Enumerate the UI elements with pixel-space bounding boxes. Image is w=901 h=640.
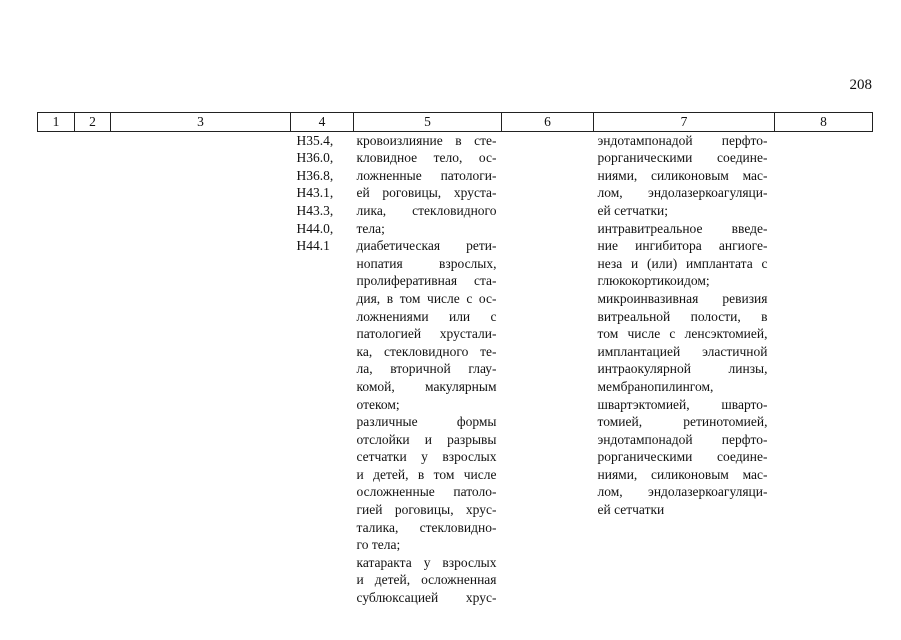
text-line: имплантацией эластичной [597, 343, 768, 359]
cell-col-1 [38, 131, 75, 607]
text-line: патологией хрустали- [356, 326, 497, 342]
text-line: отслойки и разрывы [356, 431, 497, 447]
text-line: ей сетчатки; [597, 202, 669, 218]
header-cell-5: 5 [354, 113, 502, 132]
text-line: сетчатки у взрослых [356, 449, 497, 465]
cell-col-8 [775, 131, 873, 607]
header-cell-8: 8 [775, 113, 873, 132]
text-line: пролиферативная ста- [356, 273, 497, 289]
text-line: лика, стекловидного [356, 202, 497, 218]
text-line: ложненные патологи- [356, 167, 497, 183]
text-line: и детей, в том числе [356, 466, 497, 482]
text-line: лом, эндолазеркоагуляци- [597, 185, 768, 201]
text-line: эндотампонадой перфто- [597, 132, 768, 148]
text-line: го тела; [356, 537, 401, 553]
text-line: ей роговицы, хруста- [356, 185, 497, 201]
header-cell-2: 2 [75, 113, 111, 132]
text-line: ка, стекловидного те- [356, 343, 497, 359]
header-cell-7: 7 [594, 113, 775, 132]
text-line: различные формы [356, 414, 497, 430]
text-line: катаракта у взрослых [356, 554, 497, 570]
header-cell-3: 3 [111, 113, 291, 132]
text-line: ниями, силиконовым мас- [597, 167, 768, 183]
text-line: дия, в том числе с ос- [356, 290, 497, 306]
text-line: интравитреальное введе- [597, 220, 768, 236]
text-line: талика, стекловидно- [356, 519, 497, 535]
text-line: и детей, осложненная [356, 572, 497, 588]
text-line: интраокулярной линзы, [597, 361, 768, 377]
diagnosis-code: Н36.8, [296, 167, 334, 183]
text-line: томией, ретинотомией, [597, 414, 768, 430]
diagnosis-code: Н44.0, [296, 220, 334, 236]
cell-col-6 [502, 131, 594, 607]
text-line: диабетическая рети- [356, 238, 497, 254]
text-line: рорганическими соедине- [597, 150, 768, 166]
treatment-methods-text [598, 132, 768, 519]
diagnosis-code: Н35.4, [296, 132, 334, 148]
table-row [38, 131, 873, 607]
text-line: комой, макулярным [356, 378, 497, 394]
diagnosis-code: Н43.3, [296, 202, 334, 218]
table-header-row [38, 113, 873, 132]
diagnosis-codes-list [297, 132, 354, 255]
text-line: глюкокортикоидом; [597, 273, 710, 289]
text-line: сублюксацией хрус- [356, 590, 497, 606]
text-line: эндотампонадой перфто- [597, 431, 768, 447]
diagnosis-codes-cell [291, 131, 354, 607]
text-line: кловидное тело, ос- [356, 150, 497, 166]
text-line: ей сетчатки [597, 502, 665, 518]
header-cell-6: 6 [502, 113, 594, 132]
text-line: нопатия взрослых, [356, 255, 497, 271]
text-line: мембранопилингом, [597, 378, 714, 394]
text-line: ложнениями или с [356, 308, 497, 324]
cell-col-2 [75, 131, 111, 607]
text-line: ние ингибитора ангиоге- [597, 238, 768, 254]
text-line: осложненные патоло- [356, 484, 497, 500]
text-line: отеком; [356, 396, 400, 412]
text-line: неза и (или) имплантата с [597, 255, 768, 271]
diagnosis-code: Н36.0, [296, 150, 334, 166]
diagnosis-code: Н43.1, [296, 185, 334, 201]
text-line: лом, эндолазеркоагуляци- [597, 484, 768, 500]
disease-models-cell [354, 131, 502, 607]
text-line: микроинвазивная ревизия [597, 290, 768, 306]
diagnosis-code: Н44.1 [296, 238, 330, 254]
text-line: ниями, силиконовым мас- [597, 466, 768, 482]
text-line: кровоизлияние в сте- [356, 132, 497, 148]
treatment-methods-cell [594, 131, 775, 607]
disease-models-text [357, 132, 497, 607]
text-line: тела; [356, 220, 385, 236]
text-line: ла, вторичной глау- [356, 361, 497, 377]
text-line: рорганическими соедине- [597, 449, 768, 465]
text-line: гией роговицы, хрус- [356, 502, 497, 518]
cell-col-3 [111, 131, 291, 607]
document-table [37, 112, 873, 607]
header-cell-1: 1 [38, 113, 75, 132]
text-line: том числе с ленсэктомией, [597, 326, 768, 342]
text-line: швартэктомией, шварто- [597, 396, 768, 412]
header-cell-4: 4 [291, 113, 354, 132]
page-number: 208 [849, 77, 872, 93]
text-line: витреальной полости, в [597, 308, 768, 324]
